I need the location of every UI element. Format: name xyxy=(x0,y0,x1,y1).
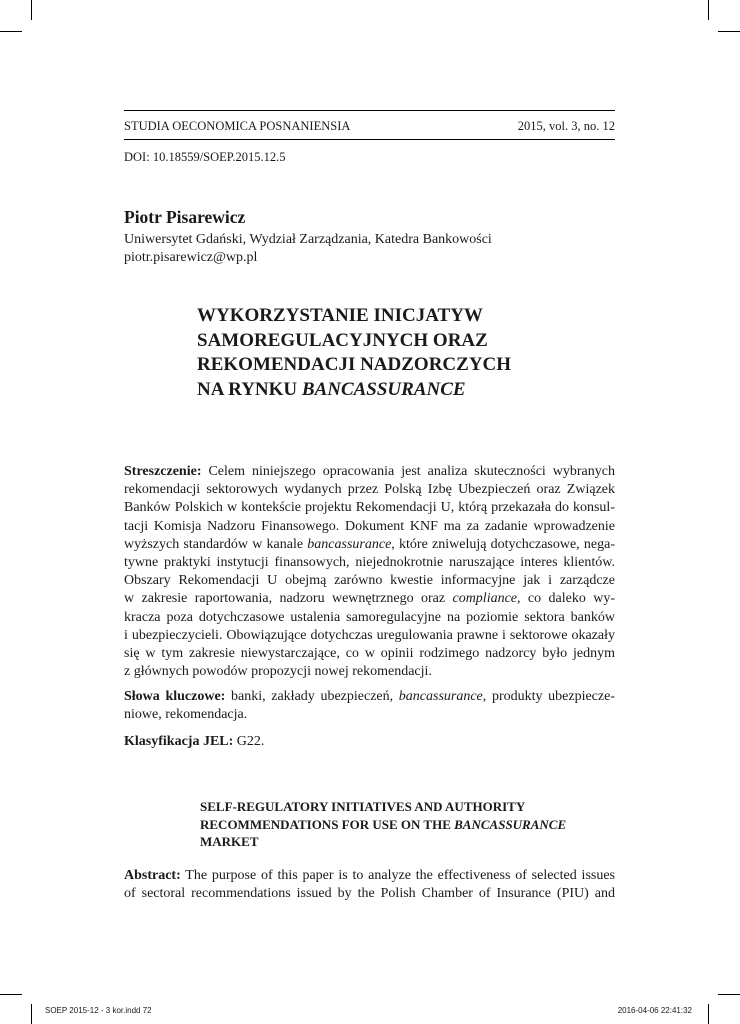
abstract-pl-line: Obszary Rekomendacji U obejmą zarówno kwestie informacyjne jak i zarządcze xyxy=(124,573,615,589)
crop-mark-top-left-h xyxy=(0,31,22,32)
english-title xyxy=(200,798,566,851)
jel-label: Klasyfikacja JEL: xyxy=(124,734,234,749)
abstract-pl-line: i ubezpieczycieli. Obowiązujące dotychczas uregulowania prawne i sektorowe okazały xyxy=(124,627,615,643)
abstract-pl-line: kracza poza dotychczasowe ustalenia samoregulacyjne na poziomie sektora banków xyxy=(124,609,615,625)
journal-name: STUDIA OECONOMICA POSNANIENSIA xyxy=(124,119,351,133)
crop-mark-top-right-v xyxy=(708,0,709,20)
abstract-pl xyxy=(124,463,615,681)
header-top-rule xyxy=(124,110,615,111)
doi[interactable]: DOI: 10.18559/SOEP.2015.12.5 xyxy=(124,150,286,164)
keywords-label: Słowa kluczowe: xyxy=(124,689,226,704)
abstract-en-line: Abstract: The purpose of this paper is to analyze the effectiveness of selected issues xyxy=(124,868,615,883)
title-line-4-italic: BANCASSURANCE xyxy=(301,378,466,400)
english-title-line-2: RECOMMENDATIONS FOR USE ON THE BANCASSURANCE xyxy=(200,816,567,832)
author-email[interactable]: piotr.pisarewicz@wp.pl xyxy=(124,250,258,265)
title-line-4-prefix: NA RYNKU xyxy=(197,378,302,400)
footer-timestamp: 2016-04-06 22:41:32 xyxy=(617,1006,692,1015)
abstract-pl-line: Banków Polskich w kontekście projektu Rekomendacji U, którą przekazała do konsul- xyxy=(124,500,615,516)
abstract-pl-line: wyższych standardów w kanale bancassurance, które zniwelują dotychczasowe, nega- xyxy=(124,536,615,552)
english-title-line-1: SELF-REGULATORY INITIATIVES AND AUTHORITY xyxy=(200,799,526,814)
abstract-pl-line: w zakresie raportowania, nadzoru wewnętrznego oraz compliance, co daleko wy- xyxy=(124,591,615,607)
abstract-pl-line: tywne praktyki instytucji finansowych, niejednokrotnie naruszające interes klientów. xyxy=(124,554,615,570)
abstract-pl-label: Streszczenie: xyxy=(124,464,202,479)
footer-filename: SOEP 2015-12 - 3 kor.indd 72 xyxy=(45,1006,152,1015)
author-name: Piotr Pisarewicz xyxy=(124,207,246,227)
keywords-line: niowe, rekomendacja. xyxy=(124,707,248,723)
abstract-pl-line: Streszczenie: Celem niniejszego opracowania jest analiza skuteczności wybranych xyxy=(124,464,615,479)
crop-mark-bottom-left-v xyxy=(31,1004,32,1024)
title-line-4 xyxy=(197,378,617,403)
abstract-en xyxy=(124,867,615,903)
crop-mark-bottom-right-v xyxy=(708,1004,709,1024)
abstract-pl-line: rekomendacji sektorowych wydanych przez Polską Izbę Ubezpieczeń oraz Związek xyxy=(124,482,615,498)
title-line-3: REKOMENDACJI NADZORCZYCH xyxy=(197,354,512,375)
crop-mark-top-left-v xyxy=(31,0,32,20)
issue-info: 2015, vol. 3, no. 12 xyxy=(517,119,615,133)
title-line-1: WYKORZYSTANIE INICJATYW xyxy=(197,305,483,326)
abstract-en-label: Abstract: xyxy=(124,868,181,883)
author-affiliation: Uniwersytet Gdański, Wydział Zarządzania, Katedra Bankowości xyxy=(124,232,492,247)
article-title xyxy=(197,304,617,402)
abstract-pl-line: się w tym zakresie niewystarczające, co w opinii rodzimego nadzorcy było jednym xyxy=(124,645,615,661)
keywords xyxy=(124,688,615,724)
abstract-en-line: of sectoral recommendations issued by the Polish Chamber of Insurance (PIU) and xyxy=(124,886,615,902)
keywords-line: Słowa kluczowe: banki, zakłady ubezpieczeń, bancassurance, produkty ubezpiecze- xyxy=(124,689,615,704)
english-title-line-3: MARKET xyxy=(200,834,259,849)
crop-mark-bottom-left-h xyxy=(0,994,22,995)
crop-mark-top-right-h xyxy=(718,31,740,32)
jel-value: G22. xyxy=(233,734,265,749)
crop-mark-bottom-right-h xyxy=(718,994,740,995)
abstract-pl-line: tacji Komisja Nadzoru Finansowego. Dokument KNF ma za zadanie wprowadzenie xyxy=(124,518,615,534)
title-line-2: SAMOREGULACYJNYCH ORAZ xyxy=(197,329,488,351)
abstract-pl-line: z głównych powodów propozycji nowej rekomendacji. xyxy=(124,664,432,680)
header-bottom-rule xyxy=(124,139,615,140)
jel-classification xyxy=(124,733,615,751)
